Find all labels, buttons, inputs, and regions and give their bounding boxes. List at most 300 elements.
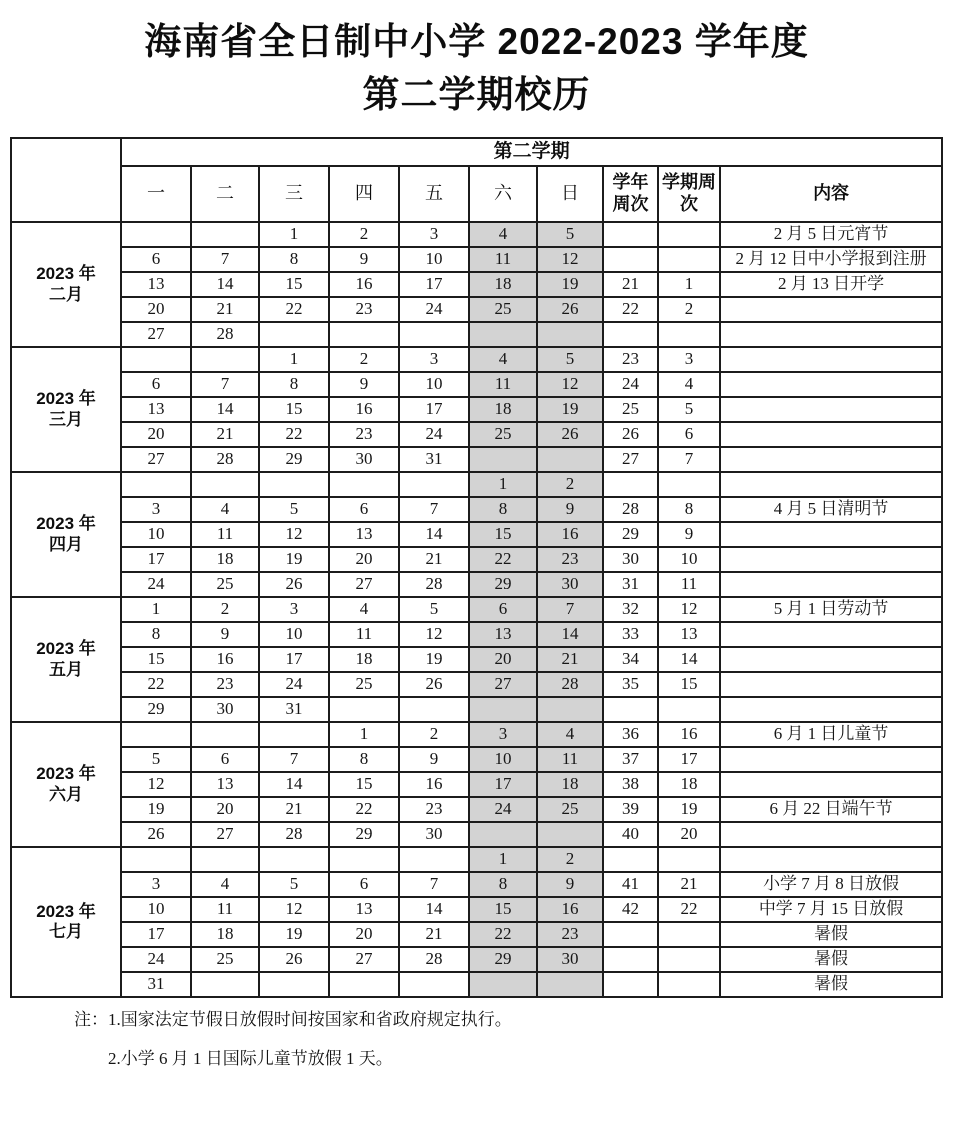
year-week-cell: 42 — [603, 897, 658, 922]
term-week-cell — [658, 947, 720, 972]
weekday-header-thu: 四 — [329, 166, 399, 222]
year-week-cell — [603, 322, 658, 347]
day-cell: 8 — [469, 872, 537, 897]
year-week-cell: 23 — [603, 347, 658, 372]
day-cell: 22 — [121, 672, 191, 697]
term-week-cell: 20 — [658, 822, 720, 847]
day-cell: 10 — [399, 247, 469, 272]
day-cell — [191, 347, 259, 372]
day-cell: 10 — [259, 622, 329, 647]
day-cell: 31 — [259, 697, 329, 722]
day-cell: 3 — [399, 222, 469, 247]
calendar-table — [10, 137, 943, 998]
term-week-cell: 18 — [658, 772, 720, 797]
term-week-cell — [658, 697, 720, 722]
calendar-row — [11, 397, 942, 422]
day-cell: 3 — [399, 347, 469, 372]
day-cell — [191, 972, 259, 997]
day-cell: 4 — [329, 597, 399, 622]
calendar-row — [11, 697, 942, 722]
year-week-cell: 26 — [603, 422, 658, 447]
calendar-row — [11, 522, 942, 547]
day-cell: 25 — [469, 297, 537, 322]
day-cell: 10 — [121, 522, 191, 547]
year-week-cell — [603, 947, 658, 972]
day-cell: 11 — [537, 747, 603, 772]
day-cell — [537, 697, 603, 722]
day-cell: 27 — [469, 672, 537, 697]
day-cell: 20 — [121, 297, 191, 322]
day-cell: 17 — [399, 397, 469, 422]
calendar-row — [11, 972, 942, 997]
term-week-cell — [658, 247, 720, 272]
day-cell: 24 — [121, 947, 191, 972]
day-cell: 6 — [469, 597, 537, 622]
term-week-cell: 22 — [658, 897, 720, 922]
day-cell: 8 — [259, 372, 329, 397]
day-cell: 8 — [329, 747, 399, 772]
day-cell: 5 — [259, 872, 329, 897]
day-cell: 27 — [329, 947, 399, 972]
day-cell: 26 — [259, 947, 329, 972]
day-cell: 19 — [399, 647, 469, 672]
day-cell: 11 — [469, 372, 537, 397]
day-cell: 23 — [329, 297, 399, 322]
day-cell: 17 — [121, 547, 191, 572]
term-week-cell — [658, 222, 720, 247]
term-week-cell: 15 — [658, 672, 720, 697]
month-label-month: 三月 — [49, 409, 83, 429]
month-label-month: 二月 — [49, 284, 83, 304]
day-cell: 5 — [399, 597, 469, 622]
day-cell: 24 — [399, 422, 469, 447]
calendar-row — [11, 297, 942, 322]
weekday-header-fri: 五 — [399, 166, 469, 222]
content-cell — [720, 472, 942, 497]
page-title — [10, 16, 943, 121]
term-week-cell: 14 — [658, 647, 720, 672]
calendar-row — [11, 447, 942, 472]
year-week-cell — [603, 222, 658, 247]
day-cell: 16 — [191, 647, 259, 672]
calendar-header — [11, 138, 942, 222]
month-column-header — [11, 138, 121, 222]
note-line-2 — [74, 1048, 943, 1070]
calendar-row — [11, 372, 942, 397]
day-cell: 5 — [537, 347, 603, 372]
content-cell: 小学 7 月 8 日放假 — [720, 872, 942, 897]
day-cell: 28 — [537, 672, 603, 697]
day-cell: 12 — [121, 772, 191, 797]
day-cell: 1 — [259, 222, 329, 247]
day-cell: 29 — [329, 822, 399, 847]
term-week-cell: 13 — [658, 622, 720, 647]
calendar-row — [11, 772, 942, 797]
day-cell: 5 — [537, 222, 603, 247]
day-cell: 27 — [121, 447, 191, 472]
day-cell: 31 — [121, 972, 191, 997]
note-text-1: 1.国家法定节假日放假时间按国家和省政府规定执行。 — [108, 1010, 512, 1030]
day-cell: 11 — [469, 247, 537, 272]
day-cell: 12 — [399, 622, 469, 647]
day-cell: 21 — [399, 547, 469, 572]
day-cell: 29 — [259, 447, 329, 472]
day-cell: 28 — [191, 322, 259, 347]
calendar-row — [11, 747, 942, 772]
month-label — [11, 847, 121, 997]
day-cell — [259, 322, 329, 347]
year-week-cell: 39 — [603, 797, 658, 822]
year-week-cell: 33 — [603, 622, 658, 647]
calendar-row — [11, 272, 942, 297]
year-week-cell — [603, 847, 658, 872]
day-cell: 16 — [329, 397, 399, 422]
content-cell — [720, 622, 942, 647]
content-cell — [720, 422, 942, 447]
day-cell: 7 — [191, 372, 259, 397]
day-cell — [121, 847, 191, 872]
term-week-cell: 17 — [658, 747, 720, 772]
year-week-cell: 25 — [603, 397, 658, 422]
day-cell: 26 — [121, 822, 191, 847]
day-cell — [191, 722, 259, 747]
day-cell — [121, 472, 191, 497]
year-week-cell: 41 — [603, 872, 658, 897]
semester-header-row — [11, 138, 942, 166]
day-cell: 7 — [399, 497, 469, 522]
term-week-cell: 21 — [658, 872, 720, 897]
day-cell: 30 — [537, 947, 603, 972]
term-week-cell: 10 — [658, 547, 720, 572]
calendar-row — [11, 322, 942, 347]
calendar-row — [11, 572, 942, 597]
day-cell — [537, 447, 603, 472]
day-cell: 5 — [259, 497, 329, 522]
day-cell: 18 — [191, 922, 259, 947]
day-cell — [469, 822, 537, 847]
day-cell — [121, 722, 191, 747]
day-cell: 15 — [469, 522, 537, 547]
term-week-cell: 8 — [658, 497, 720, 522]
weekday-header-sat: 六 — [469, 166, 537, 222]
day-cell: 7 — [191, 247, 259, 272]
day-cell: 26 — [259, 572, 329, 597]
day-cell: 20 — [121, 422, 191, 447]
day-cell: 6 — [329, 872, 399, 897]
weekday-header-row — [11, 166, 942, 222]
month-label — [11, 347, 121, 472]
day-cell: 24 — [469, 797, 537, 822]
term-week-cell: 4 — [658, 372, 720, 397]
term-week-cell: 1 — [658, 272, 720, 297]
day-cell — [399, 972, 469, 997]
day-cell: 28 — [191, 447, 259, 472]
content-cell: 6 月 1 日儿童节 — [720, 722, 942, 747]
day-cell: 12 — [537, 247, 603, 272]
calendar-row — [11, 847, 942, 872]
day-cell — [259, 722, 329, 747]
footnotes — [74, 1009, 943, 1070]
term-week-cell: 16 — [658, 722, 720, 747]
day-cell: 21 — [399, 922, 469, 947]
day-cell: 16 — [537, 897, 603, 922]
content-cell — [720, 372, 942, 397]
day-cell: 15 — [469, 897, 537, 922]
day-cell: 21 — [537, 647, 603, 672]
term-week-cell: 5 — [658, 397, 720, 422]
day-cell: 17 — [259, 647, 329, 672]
month-label-year: 2023 年 — [36, 639, 96, 659]
day-cell: 30 — [329, 447, 399, 472]
day-cell — [537, 822, 603, 847]
day-cell: 3 — [259, 597, 329, 622]
day-cell: 13 — [121, 397, 191, 422]
day-cell: 31 — [399, 447, 469, 472]
year-week-cell: 30 — [603, 547, 658, 572]
day-cell: 23 — [537, 922, 603, 947]
week-term-header: 学期周次 — [658, 166, 720, 222]
calendar-row — [11, 497, 942, 522]
day-cell: 19 — [259, 547, 329, 572]
day-cell: 14 — [259, 772, 329, 797]
day-cell: 20 — [329, 922, 399, 947]
day-cell: 22 — [259, 297, 329, 322]
term-week-cell: 7 — [658, 447, 720, 472]
term-week-cell — [658, 322, 720, 347]
day-cell: 21 — [191, 297, 259, 322]
content-cell — [720, 697, 942, 722]
term-week-cell: 12 — [658, 597, 720, 622]
day-cell — [399, 697, 469, 722]
day-cell: 30 — [191, 697, 259, 722]
day-cell: 4 — [537, 722, 603, 747]
day-cell: 2 — [537, 847, 603, 872]
term-week-cell — [658, 972, 720, 997]
year-week-cell: 32 — [603, 597, 658, 622]
day-cell: 25 — [191, 947, 259, 972]
day-cell: 26 — [537, 297, 603, 322]
month-label-year: 2023 年 — [36, 264, 96, 284]
content-cell — [720, 547, 942, 572]
day-cell: 27 — [329, 572, 399, 597]
day-cell — [329, 697, 399, 722]
day-cell: 16 — [537, 522, 603, 547]
day-cell — [259, 972, 329, 997]
content-cell: 2 月 12 日中小学报到注册 — [720, 247, 942, 272]
day-cell: 26 — [537, 422, 603, 447]
day-cell: 6 — [191, 747, 259, 772]
day-cell: 25 — [469, 422, 537, 447]
day-cell: 28 — [399, 572, 469, 597]
content-cell: 中学 7 月 15 日放假 — [720, 897, 942, 922]
day-cell: 10 — [399, 372, 469, 397]
day-cell — [329, 972, 399, 997]
day-cell: 17 — [469, 772, 537, 797]
calendar-row — [11, 797, 942, 822]
day-cell: 12 — [537, 372, 603, 397]
day-cell — [399, 847, 469, 872]
day-cell: 19 — [537, 272, 603, 297]
day-cell: 1 — [259, 347, 329, 372]
content-cell: 6 月 22 日端午节 — [720, 797, 942, 822]
content-cell: 2 月 13 日开学 — [720, 272, 942, 297]
day-cell: 6 — [121, 247, 191, 272]
day-cell — [469, 697, 537, 722]
day-cell: 2 — [329, 222, 399, 247]
content-header: 内容 — [720, 166, 942, 222]
day-cell: 25 — [329, 672, 399, 697]
month-label-year: 2023 年 — [36, 764, 96, 784]
content-cell — [720, 297, 942, 322]
day-cell: 16 — [399, 772, 469, 797]
term-week-cell: 11 — [658, 572, 720, 597]
day-cell: 8 — [121, 622, 191, 647]
day-cell: 24 — [259, 672, 329, 697]
month-label-year: 2023 年 — [36, 514, 96, 534]
content-cell — [720, 397, 942, 422]
day-cell: 2 — [191, 597, 259, 622]
month-label-year: 2023 年 — [36, 389, 96, 409]
weekday-header-wed: 三 — [259, 166, 329, 222]
day-cell: 25 — [191, 572, 259, 597]
content-cell — [720, 572, 942, 597]
day-cell: 24 — [121, 572, 191, 597]
year-week-cell — [603, 922, 658, 947]
day-cell: 18 — [469, 397, 537, 422]
calendar-row — [11, 647, 942, 672]
term-week-cell — [658, 847, 720, 872]
day-cell: 2 — [399, 722, 469, 747]
day-cell: 22 — [469, 922, 537, 947]
year-week-cell: 37 — [603, 747, 658, 772]
day-cell: 13 — [191, 772, 259, 797]
day-cell: 9 — [399, 747, 469, 772]
year-week-cell: 28 — [603, 497, 658, 522]
day-cell — [329, 322, 399, 347]
content-cell: 暑假 — [720, 972, 942, 997]
semester-header: 第二学期 — [121, 138, 942, 166]
day-cell: 1 — [329, 722, 399, 747]
weekday-header-mon: 一 — [121, 166, 191, 222]
day-cell: 9 — [191, 622, 259, 647]
calendar-row — [11, 672, 942, 697]
content-cell — [720, 347, 942, 372]
day-cell: 14 — [191, 397, 259, 422]
term-week-cell: 6 — [658, 422, 720, 447]
page-title-line2: 第二学期校历 — [362, 73, 591, 115]
day-cell: 3 — [121, 872, 191, 897]
day-cell: 13 — [469, 622, 537, 647]
day-cell: 1 — [469, 472, 537, 497]
day-cell: 13 — [329, 522, 399, 547]
content-cell — [720, 447, 942, 472]
calendar-row — [11, 247, 942, 272]
day-cell: 19 — [537, 397, 603, 422]
day-cell — [191, 847, 259, 872]
weekday-header-sun: 日 — [537, 166, 603, 222]
day-cell: 14 — [537, 622, 603, 647]
day-cell — [329, 472, 399, 497]
day-cell: 27 — [121, 322, 191, 347]
content-cell: 4 月 5 日清明节 — [720, 497, 942, 522]
day-cell: 21 — [191, 422, 259, 447]
day-cell: 15 — [121, 647, 191, 672]
content-cell — [720, 647, 942, 672]
day-cell: 14 — [399, 522, 469, 547]
day-cell: 28 — [399, 947, 469, 972]
day-cell: 9 — [537, 497, 603, 522]
month-label — [11, 472, 121, 597]
day-cell — [191, 222, 259, 247]
content-cell — [720, 847, 942, 872]
calendar-row — [11, 222, 942, 247]
year-week-cell: 22 — [603, 297, 658, 322]
day-cell: 4 — [469, 347, 537, 372]
calendar-row — [11, 947, 942, 972]
day-cell: 2 — [537, 472, 603, 497]
day-cell — [469, 447, 537, 472]
day-cell: 18 — [329, 647, 399, 672]
day-cell: 14 — [191, 272, 259, 297]
month-label — [11, 597, 121, 722]
day-cell: 7 — [259, 747, 329, 772]
note-line-1 — [74, 1009, 943, 1031]
day-cell: 24 — [399, 297, 469, 322]
day-cell: 8 — [469, 497, 537, 522]
day-cell — [121, 222, 191, 247]
day-cell: 29 — [121, 697, 191, 722]
day-cell: 4 — [191, 872, 259, 897]
year-week-cell: 21 — [603, 272, 658, 297]
year-week-cell — [603, 972, 658, 997]
content-cell: 暑假 — [720, 947, 942, 972]
term-week-cell: 19 — [658, 797, 720, 822]
year-week-cell — [603, 472, 658, 497]
note-text-2: 2.小学 6 月 1 日国际儿童节放假 1 天。 — [108, 1049, 393, 1069]
calendar-row — [11, 922, 942, 947]
day-cell: 20 — [191, 797, 259, 822]
day-cell: 7 — [537, 597, 603, 622]
day-cell: 17 — [399, 272, 469, 297]
day-cell: 26 — [399, 672, 469, 697]
content-cell — [720, 772, 942, 797]
day-cell: 20 — [329, 547, 399, 572]
day-cell: 30 — [399, 822, 469, 847]
week-year-header: 学年周次 — [603, 166, 658, 222]
note-prefix: 注： — [74, 1010, 108, 1030]
day-cell: 2 — [329, 347, 399, 372]
day-cell: 1 — [469, 847, 537, 872]
day-cell: 15 — [329, 772, 399, 797]
day-cell — [537, 322, 603, 347]
day-cell — [259, 472, 329, 497]
day-cell — [191, 472, 259, 497]
month-label-month: 四月 — [49, 534, 83, 554]
year-week-cell: 27 — [603, 447, 658, 472]
day-cell: 5 — [121, 747, 191, 772]
day-cell: 11 — [191, 522, 259, 547]
day-cell: 3 — [469, 722, 537, 747]
year-week-cell: 38 — [603, 772, 658, 797]
day-cell: 29 — [469, 947, 537, 972]
month-label — [11, 722, 121, 847]
day-cell: 9 — [329, 372, 399, 397]
weekday-header-tue: 二 — [191, 166, 259, 222]
content-cell — [720, 822, 942, 847]
day-cell: 8 — [259, 247, 329, 272]
content-cell — [720, 747, 942, 772]
day-cell: 20 — [469, 647, 537, 672]
